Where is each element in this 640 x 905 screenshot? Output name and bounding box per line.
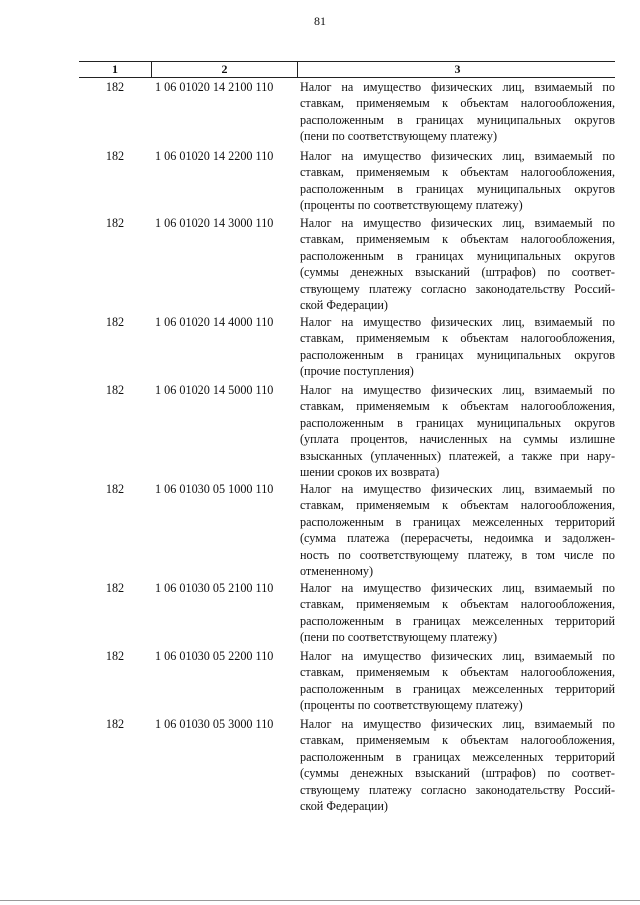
table-row (79, 481, 615, 579)
description-line: расположенным в границах межселенных территорий (300, 749, 615, 764)
description-line: ской Федерации) (300, 799, 388, 814)
admin-code-cell: 182 (105, 717, 125, 731)
column-header-3: 3 (297, 62, 617, 77)
description-line: ставкам, применяемым к объектам налогообложения, (300, 96, 615, 111)
description-line: ность по соответствующему платежу, в том числе по (300, 547, 615, 562)
column-header-1: 1 (112, 62, 118, 76)
description-line: Налог на имущество физических лиц, взимаемый по (300, 581, 615, 595)
description-cell (296, 648, 615, 714)
description-cell (296, 314, 615, 380)
description-line: ставкам, применяемым к объектам налогообложения, (300, 597, 615, 612)
description-line: ствующему платежу согласно законодательству Россий- (300, 281, 615, 296)
description-line: (проценты по соответствующему платежу) (300, 198, 523, 213)
description-line: шении сроков их возврата) (300, 465, 440, 480)
description-line: (прочие поступления) (300, 364, 414, 379)
page-number: 81 (314, 14, 326, 28)
description-line: взысканных (уплаченных) платежей, а также при нару- (300, 448, 615, 463)
table-row (79, 580, 615, 646)
description-line: ставкам, применяемым к объектам налогообложения, (300, 331, 615, 346)
table-row (79, 79, 615, 145)
table-row (79, 382, 615, 480)
description-line: ставкам, применяемым к объектам налогообложения, (300, 498, 615, 513)
admin-code-cell: 182 (105, 149, 125, 163)
revenue-codes-table (79, 61, 615, 814)
description-line: расположенным в границах муниципальных округов (300, 181, 615, 196)
description-line: ской Федерации) (300, 298, 388, 313)
budget-code-cell: 1 06 01020 14 5000 110 (155, 383, 274, 397)
budget-code-cell: 1 06 01020 14 4000 110 (155, 315, 274, 329)
description-cell (296, 716, 615, 814)
description-cell (296, 382, 615, 480)
description-line: ставкам, применяемым к объектам налогообложения, (300, 165, 615, 180)
table-row (79, 215, 615, 313)
admin-code-cell: 182 (105, 482, 125, 496)
description-cell (296, 215, 615, 313)
description-line: (суммы денежных взысканий (штрафов) по соответ- (300, 265, 615, 280)
description-cell (296, 580, 615, 646)
description-line: (пени по соответствующему платежу) (300, 630, 497, 645)
admin-code-cell: 182 (105, 649, 125, 663)
description-line: ставкам, применяемым к объектам налогообложения, (300, 399, 615, 414)
description-line: Налог на имущество физических лиц, взимаемый по (300, 149, 615, 163)
table-row (79, 716, 615, 814)
description-line: расположенным в границах муниципальных округов (300, 112, 615, 127)
page-bottom-rule (0, 900, 640, 901)
admin-code-cell: 182 (105, 80, 125, 94)
description-line: (проценты по соответствующему платежу) (300, 698, 523, 713)
table-row (79, 148, 615, 214)
description-line: (уплата процентов, начисленных на суммы излишне (300, 432, 615, 447)
admin-code-cell: 182 (105, 383, 125, 397)
admin-code-cell: 182 (105, 581, 125, 595)
description-line: расположенным в границах муниципальных округов (300, 347, 615, 362)
description-line: ставкам, применяемым к объектам налогообложения, (300, 665, 615, 680)
budget-code-cell: 1 06 01030 05 3000 110 (155, 717, 274, 731)
description-line: (пени по соответствующему платежу) (300, 129, 497, 144)
budget-code-cell: 1 06 01030 05 1000 110 (155, 482, 274, 496)
description-line: отмененному) (300, 564, 374, 579)
description-line: ставкам, применяемым к объектам налогообложения, (300, 232, 615, 247)
description-line: расположенным в границах муниципальных округов (300, 248, 615, 263)
table-row (79, 648, 615, 714)
description-line: Налог на имущество физических лиц, взимаемый по (300, 315, 615, 329)
description-line: расположенным в границах муниципальных округов (300, 415, 615, 430)
description-line: Налог на имущество физических лиц, взимаемый по (300, 717, 615, 731)
budget-code-cell: 1 06 01020 14 3000 110 (155, 216, 274, 230)
description-line: ствующему платежу согласно законодательству Россий- (300, 782, 615, 797)
admin-code-cell: 182 (105, 216, 125, 230)
description-line: Налог на имущество физических лиц, взимаемый по (300, 80, 615, 94)
budget-code-cell: 1 06 01020 14 2200 110 (155, 149, 274, 163)
description-line: (сумма платежа (перерасчеты, недоимка и задолжен- (300, 531, 615, 546)
description-line: Налог на имущество физических лиц, взимаемый по (300, 482, 615, 496)
budget-code-cell: 1 06 01030 05 2200 110 (155, 649, 274, 663)
table-header (79, 61, 615, 78)
description-line: ставкам, применяемым к объектам налогообложения, (300, 733, 615, 748)
description-line: расположенным в границах межселенных территорий (300, 681, 615, 696)
description-line: Налог на имущество физических лиц, взимаемый по (300, 649, 615, 663)
description-cell (296, 481, 615, 579)
description-line: расположенным в границах межселенных территорий (300, 613, 615, 628)
admin-code-cell: 182 (105, 315, 125, 329)
column-header-2: 2 (151, 62, 297, 77)
table-row (79, 314, 615, 380)
budget-code-cell: 1 06 01020 14 2100 110 (155, 80, 274, 94)
description-cell (296, 79, 615, 145)
description-line: расположенным в границах межселенных территорий (300, 514, 615, 529)
budget-code-cell: 1 06 01030 05 2100 110 (155, 581, 274, 595)
description-line: Налог на имущество физических лиц, взимаемый по (300, 216, 615, 230)
description-line: Налог на имущество физических лиц, взимаемый по (300, 383, 615, 397)
description-cell (296, 148, 615, 214)
description-line: (суммы денежных взысканий (штрафов) по соответ- (300, 766, 615, 781)
